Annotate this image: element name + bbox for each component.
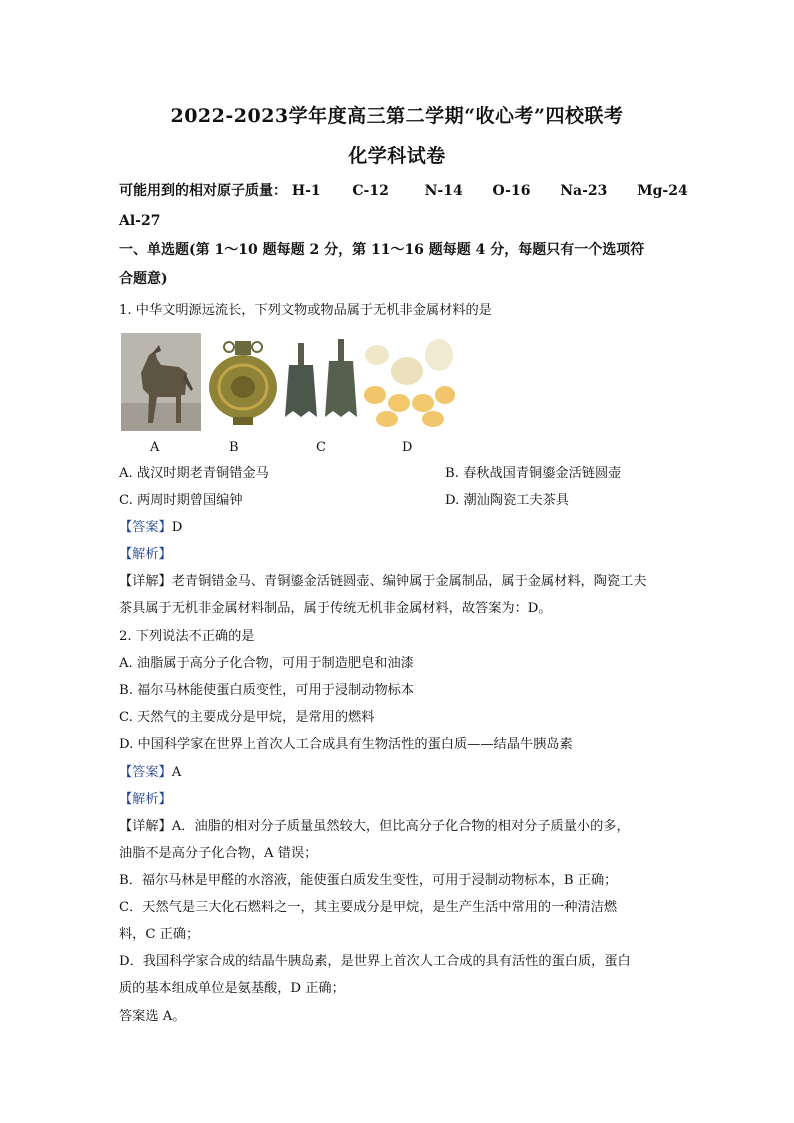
- q1-answer: [119, 519, 182, 537]
- q2-detail-line: 料，C 正确；: [119, 927, 200, 942]
- image-label-a: A: [150, 440, 160, 455]
- q1-detail: [119, 573, 647, 591]
- q2-detail-line: 质的基本组成单位是氨基酸，D 正确；: [119, 981, 345, 996]
- atomic-mass-o: O-16: [492, 183, 531, 199]
- q2-detail: [119, 818, 630, 836]
- q1-option-a: A. 战汉时期老青铜错金马: [119, 466, 269, 481]
- detail-text: 老青铜错金马、青铜鎏金活链圆壶、编钟属于金属制品，属于金属材料，陶瓷工夫: [171, 574, 647, 589]
- detail-text: A．油脂的相对分子质量虽然较大，但比高分子化合物的相对分子质量小的多，: [171, 819, 630, 834]
- q1-option-b: B. 春秋战国青铜鎏金活链圆壶: [445, 466, 622, 481]
- atomic-mass-c: C-12: [352, 183, 389, 199]
- exam-title: 2022-2023学年度高三第二学期“收心考”四校联考: [170, 105, 624, 127]
- detail-label: 【详解】: [119, 819, 172, 834]
- image-label-d: D: [402, 440, 413, 455]
- q2-option-b: B. 福尔马林能使蛋白质变性，可用于浸制动物标本: [119, 683, 415, 698]
- atomic-mass-n: N-14: [424, 183, 463, 199]
- q2-detail-line: B．福尔马林是甲醛的水溶液，能使蛋白质发生变性，可用于浸制动物标本，B 正确；: [119, 873, 618, 888]
- q2-detail-line: C．天然气是三大化石燃料之一，其主要成分是甲烷，是生产生活中常用的一种清洁燃: [119, 900, 618, 915]
- bronze-pot-image: [203, 333, 283, 431]
- atomic-mass-h: H-1: [291, 183, 321, 199]
- image-label-c: C: [316, 440, 326, 455]
- atomic-mass-line: [119, 182, 688, 200]
- chime-bells-image: [283, 333, 363, 431]
- q2-stem: 2. 下列说法不正确的是: [119, 629, 255, 644]
- q1-detail-cont: 茶具属于无机非金属材料制品，属于传统无机非金属材料，故答案为：D。: [119, 601, 552, 616]
- q2-conclusion: 答案选 A。: [119, 1009, 186, 1024]
- atomic-mass-al: Al-27: [119, 213, 161, 229]
- q2-detail-line: 油脂不是高分子化合物，A 错误；: [119, 846, 318, 861]
- tea-set-image: [363, 333, 455, 431]
- q2-analysis-label: 【解析】: [119, 792, 172, 807]
- q1-analysis-label: 【解析】: [119, 547, 172, 562]
- section-heading: 一、单选题(第 1～10 题每题 2 分，第 11～16 题每题 4 分，每题只有一个选项符: [119, 242, 645, 258]
- q1-option-d: D. 潮汕陶瓷工夫茶具: [445, 493, 569, 508]
- atomic-mass-label: 可能用到的相对原子质量：: [119, 183, 287, 199]
- detail-label: 【详解】: [119, 574, 172, 589]
- q2-answer: [119, 764, 181, 782]
- answer-label: 【答案】: [119, 520, 172, 535]
- atomic-mass-mg: Mg-24: [637, 183, 688, 199]
- answer-value: A: [171, 765, 182, 780]
- q2-detail-line: D．我国科学家合成的结晶牛胰岛素，是世界上首次人工合成的具有活性的蛋白质，蛋白: [119, 954, 631, 969]
- q2-option-d: D. 中国科学家在世界上首次人工合成具有生物活性的蛋白质——结晶牛胰岛素: [119, 737, 573, 752]
- q1-image-row: [121, 333, 461, 433]
- q2-option-a: A. 油脂属于高分子化合物，可用于制造肥皂和油漆: [119, 656, 414, 671]
- image-label-b: B: [229, 440, 239, 455]
- atomic-mass-na: Na-23: [560, 183, 608, 199]
- q1-option-c: C. 两周时期曾国编钟: [119, 493, 243, 508]
- bronze-horse-image: [121, 333, 201, 431]
- q1-stem: 1. 中华文明源远流长，下列文物或物品属于无机非金属材料的是: [119, 303, 492, 318]
- answer-label: 【答案】: [119, 765, 172, 780]
- q2-option-c: C. 天然气的主要成分是甲烷，是常用的燃料: [119, 710, 375, 725]
- exam-subject: 化学科试卷: [348, 145, 446, 167]
- answer-value: D: [171, 520, 183, 535]
- section-heading-cont: 合题意): [119, 271, 168, 287]
